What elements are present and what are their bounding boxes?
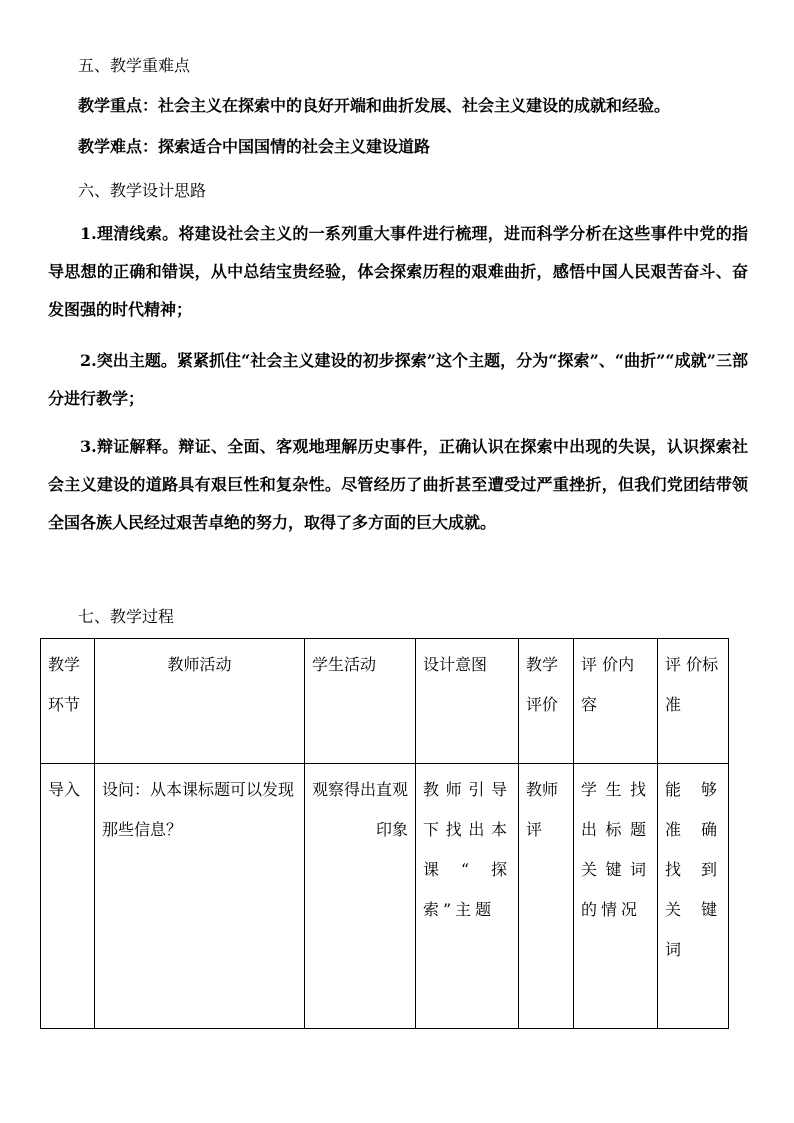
table-row xyxy=(41,764,729,1029)
table-header-cell: 评 价标准 xyxy=(658,639,729,764)
design-paragraph-2: 2.突出主题。紧紧抓住“社会主义建设的初步探索”这个主题，分为“探索”、“曲折”“成就”三部分进行教学； xyxy=(48,351,748,408)
table-cell: 教师引导下找出本课“探索”主题 xyxy=(416,764,519,1029)
key-point-text: 教学重点：社会主义在探索中的良好开端和曲折发展、社会主义建设的成就和经验。 xyxy=(78,96,671,115)
design-paragraph-3: 3.辩证解释。辩证、全面、客观地理解历史事件，正确认识在探索中出现的失误，认识探索社会主义建设的道路具有艰巨性和复杂性。尽管经历了曲折甚至遭受过严重挫折，但我们党团结带领全国各族人民经过艰苦卓绝的努力，取得了多方面的巨大成就。 xyxy=(48,437,748,532)
table-header-cell: 教学评价 xyxy=(519,639,574,764)
table-cell: 学生找出标题关键词的情况 xyxy=(574,764,658,1029)
table-header-cell: 设计意图 xyxy=(416,639,519,764)
design-paragraph-1: 1.理清线索。将建设社会主义的一系列重大事件进行梳理，进而科学分析在这些事件中党的指导思想的正确和错误，从中总结宝贵经验，体会探索历程的艰难曲折，感悟中国人民艰苦奋斗、奋发图强的时代精神； xyxy=(48,224,748,319)
table-header-cell: 评 价内容 xyxy=(574,639,658,764)
table-header-cell: 学生活动 xyxy=(305,639,416,764)
difficult-point-text: 教学难点：探索适合中国国情的社会主义建设道路 xyxy=(78,137,431,156)
table-cell: 能够准确找到关键词 xyxy=(658,764,729,1029)
table-header-row xyxy=(41,639,729,764)
teaching-process-table xyxy=(40,638,729,1029)
table-cell: 观察得出直观印象 xyxy=(305,764,416,1029)
section-heading-5: 五、教学重难点 xyxy=(78,56,191,75)
table-cell: 教师评 xyxy=(519,764,574,1029)
table-cell: 导入 xyxy=(41,764,95,1029)
table-header-cell: 教师活动 xyxy=(95,639,305,764)
section-heading-7: 七、教学过程 xyxy=(78,607,175,626)
table-cell: 设问：从本课标题可以发现那些信息？ xyxy=(95,764,305,1029)
table-header-cell: 教学环节 xyxy=(41,639,95,764)
section-heading-6: 六、教学设计思路 xyxy=(78,181,207,200)
